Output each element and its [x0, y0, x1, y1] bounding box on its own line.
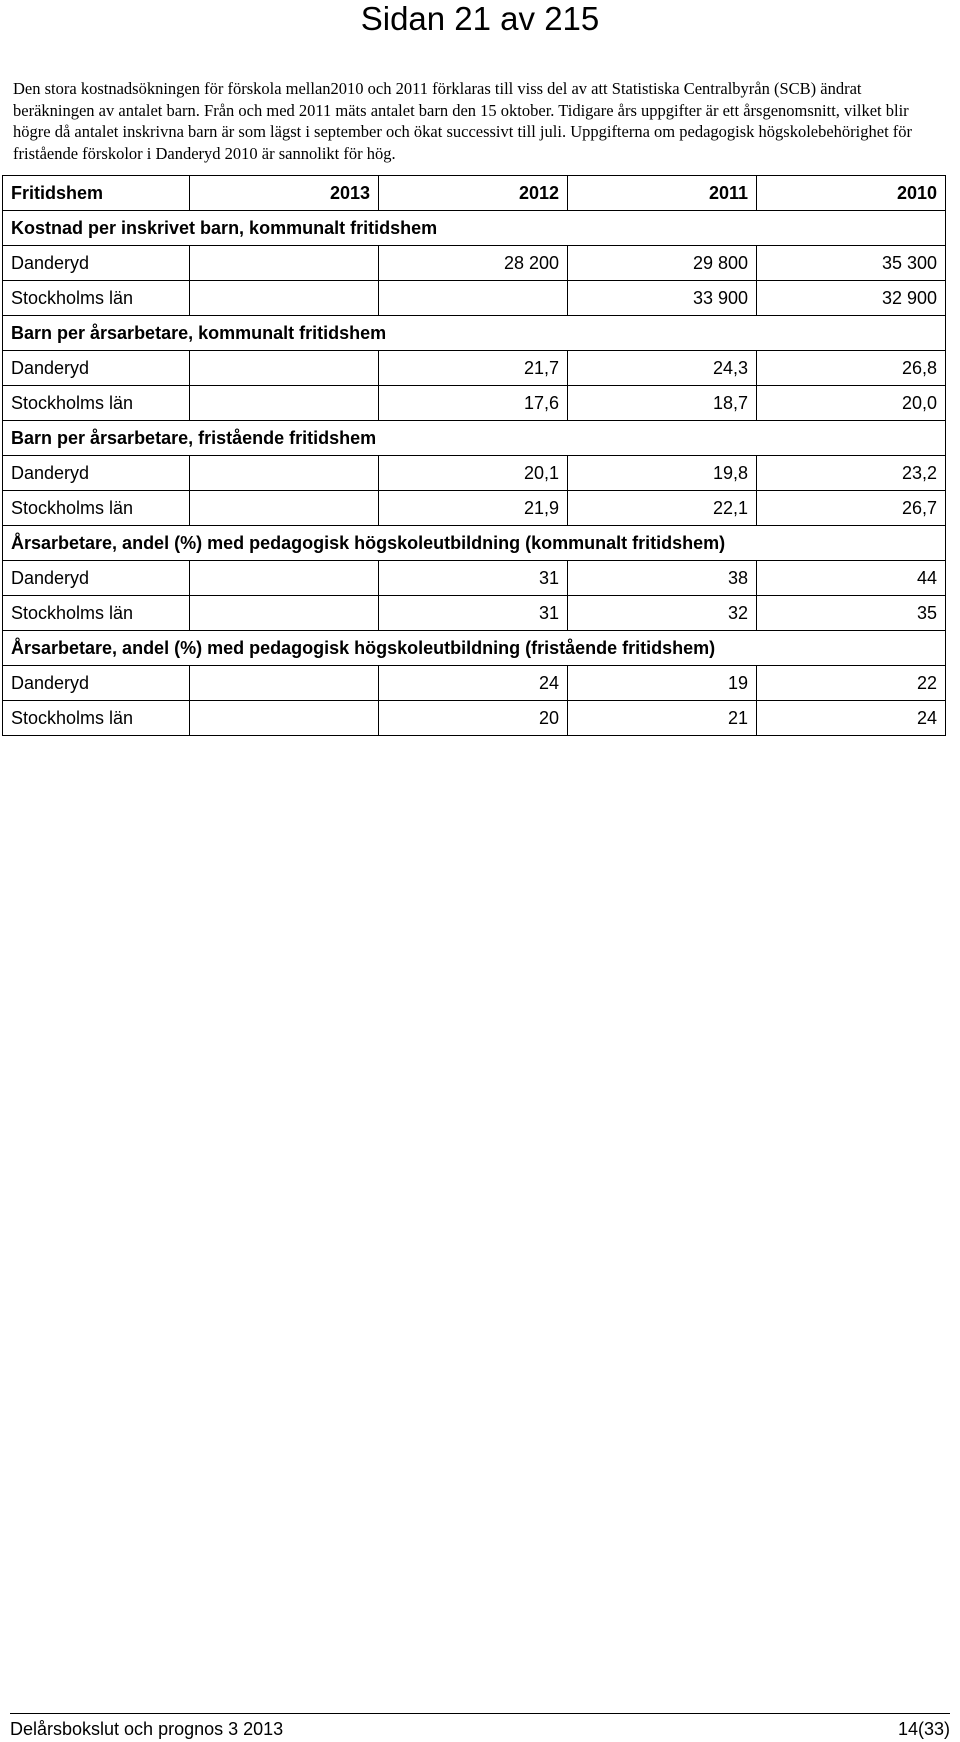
value-cell: 28 200: [379, 246, 568, 281]
header-cell-year: 2012: [379, 176, 568, 211]
table-row: [3, 386, 946, 421]
table-row: [3, 561, 946, 596]
value-cell: 32 900: [757, 281, 946, 316]
header-cell-year: 2013: [190, 176, 379, 211]
value-cell: 38: [568, 561, 757, 596]
footer-page-number: 14(33): [897, 1719, 950, 1739]
value-cell: 35: [757, 596, 946, 631]
value-cell: [190, 561, 379, 596]
value-cell: [190, 386, 379, 421]
value-cell: [190, 491, 379, 526]
section-title: Kostnad per inskrivet barn, kommunalt fritidshem: [3, 211, 946, 246]
value-cell: 21,9: [379, 491, 568, 526]
value-cell: [190, 701, 379, 736]
row-label: Danderyd: [3, 246, 190, 281]
value-cell: 22,1: [568, 491, 757, 526]
value-cell: 31: [379, 596, 568, 631]
value-cell: [190, 456, 379, 491]
table-row: [3, 456, 946, 491]
value-cell: 23,2: [757, 456, 946, 491]
section-row: [3, 316, 946, 351]
section-title: Barn per årsarbetare, fristående fritidshem: [3, 421, 946, 456]
table-row: [3, 666, 946, 701]
section-title: Årsarbetare, andel (%) med pedagogisk högskoleutbildning (kommunalt fritidshem): [3, 526, 946, 561]
row-label: Stockholms län: [3, 281, 190, 316]
intro-paragraph: Den stora kostnadsökningen för förskola mellan2010 och 2011 förklaras till viss del av att Statistiska Centralbyrån (SCB) ändrat beräkningen av antalet barn. Från och med 2011 mäts antalet barn den 15 oktober. Tidigare års uppgifter är ett årsgenomsnitt, vilket blir högre då antalet inskrivna barn är som lägst i september och ökat successivt till juli. Uppgifterna om pedagogisk högskolebehörighet för fristående förskolor i Danderyd 2010 är sannolikt för hög.: [13, 79, 913, 163]
header-cell-year: 2010: [757, 176, 946, 211]
value-cell: 29 800: [568, 246, 757, 281]
value-cell: 20,1: [379, 456, 568, 491]
value-cell: 32: [568, 596, 757, 631]
table-row: [3, 491, 946, 526]
page-footer: [10, 1713, 950, 1740]
table-row: [3, 701, 946, 736]
row-label: Danderyd: [3, 666, 190, 701]
value-cell: 24,3: [568, 351, 757, 386]
value-cell: 24: [757, 701, 946, 736]
value-cell: [379, 281, 568, 316]
row-label: Stockholms län: [3, 596, 190, 631]
value-cell: 26,8: [757, 351, 946, 386]
value-cell: [190, 281, 379, 316]
value-cell: 33 900: [568, 281, 757, 316]
section-row: [3, 631, 946, 666]
value-cell: 19: [568, 666, 757, 701]
table-row: [3, 246, 946, 281]
value-cell: 35 300: [757, 246, 946, 281]
table-row: [3, 351, 946, 386]
row-label: Stockholms län: [3, 491, 190, 526]
header-cell-category: Fritidshem: [3, 176, 190, 211]
value-cell: [190, 666, 379, 701]
section-title: Årsarbetare, andel (%) med pedagogisk högskoleutbildning (fristående fritidshem): [3, 631, 946, 666]
value-cell: 22: [757, 666, 946, 701]
value-cell: [190, 351, 379, 386]
table-header-row: [3, 176, 946, 211]
section-row: [3, 421, 946, 456]
value-cell: 20,0: [757, 386, 946, 421]
row-label: Danderyd: [3, 561, 190, 596]
table-row: [3, 281, 946, 316]
section-title: Barn per årsarbetare, kommunalt fritidshem: [3, 316, 946, 351]
page-header: Sidan 21 av 215: [360, 0, 600, 37]
section-row: [3, 526, 946, 561]
row-label: Danderyd: [3, 456, 190, 491]
fritidshem-table: [2, 175, 946, 736]
value-cell: 44: [757, 561, 946, 596]
value-cell: [190, 246, 379, 281]
value-cell: 21,7: [379, 351, 568, 386]
table-row: [3, 596, 946, 631]
footer-title: Delårsbokslut och prognos 3 2013: [10, 1719, 284, 1739]
row-label: Stockholms län: [3, 386, 190, 421]
value-cell: 20: [379, 701, 568, 736]
value-cell: [190, 596, 379, 631]
value-cell: 26,7: [757, 491, 946, 526]
value-cell: 24: [379, 666, 568, 701]
value-cell: 31: [379, 561, 568, 596]
value-cell: 17,6: [379, 386, 568, 421]
section-row: [3, 211, 946, 246]
row-label: Stockholms län: [3, 701, 190, 736]
value-cell: 19,8: [568, 456, 757, 491]
row-label: Danderyd: [3, 351, 190, 386]
header-cell-year: 2011: [568, 176, 757, 211]
value-cell: 21: [568, 701, 757, 736]
value-cell: 18,7: [568, 386, 757, 421]
